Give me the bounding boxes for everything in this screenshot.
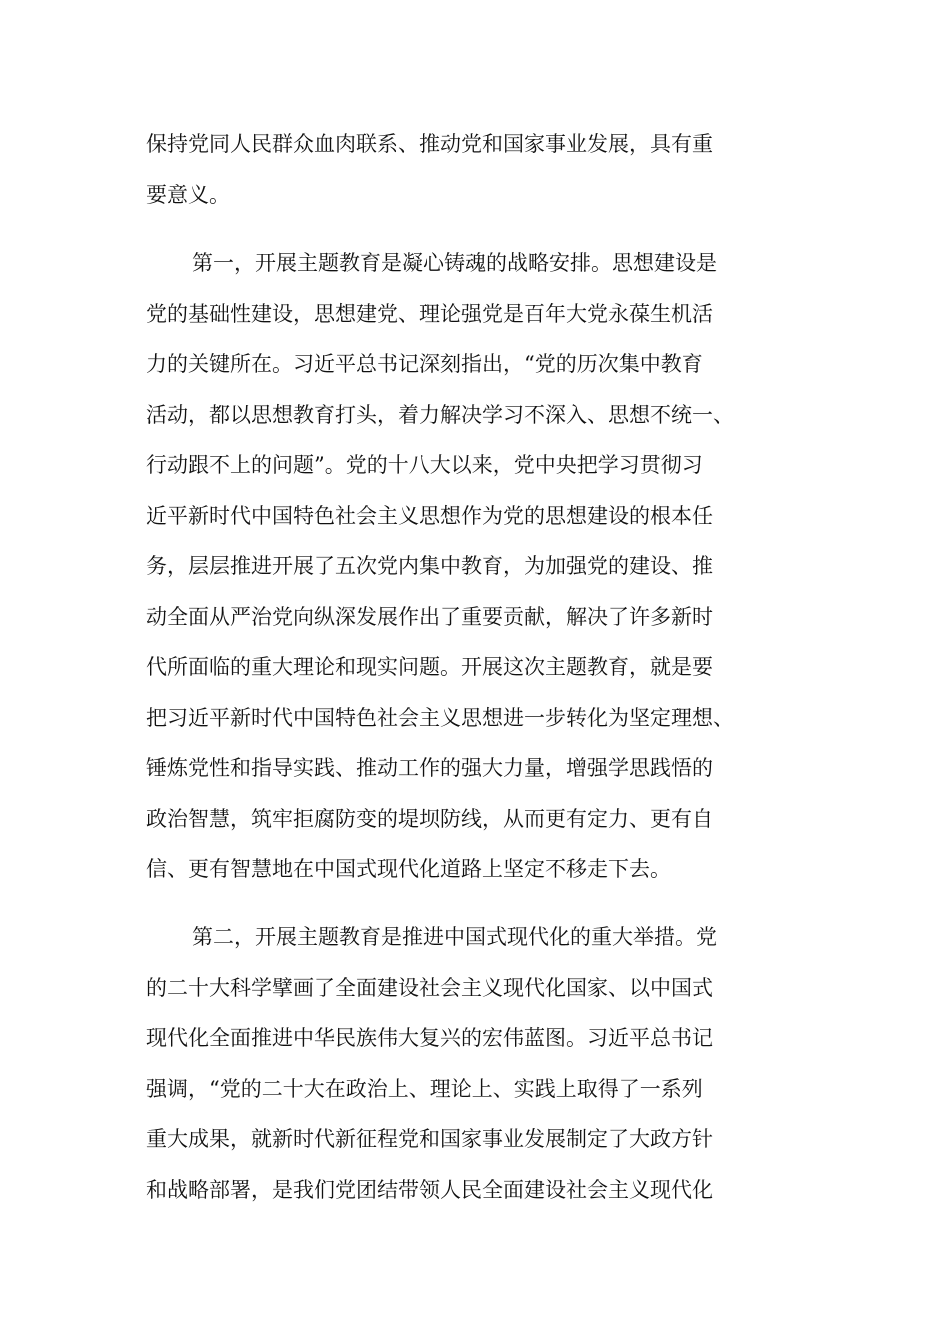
- text-line: 的二十大科学擘画了全面建设社会主义现代化国家、以中国式: [146, 976, 713, 1000]
- text-line: 党的基础性建设，思想建党、理论强党是百年大党永葆生机活: [146, 302, 713, 326]
- text-line: 现代化全面推进中华民族伟大复兴的宏伟蓝图。习近平总书记: [146, 1026, 713, 1050]
- text-line: 和战略部署，是我们党团结带领人民全面建设社会主义现代化: [146, 1178, 713, 1202]
- paragraph-first-line: 第二，开展主题教育是推进中国式现代化的重大举措。党: [192, 925, 717, 949]
- text-line: 把习近平新时代中国特色社会主义思想进一步转化为坚定理想、: [146, 706, 734, 730]
- text-line: 务，层层推进开展了五次党内集中教育，为加强党的建设、推: [146, 554, 713, 578]
- text-line: 强调，“党的二十大在政治上、理论上、实践上取得了一系列: [146, 1077, 703, 1101]
- text-line: 政治智慧，筑牢拒腐防变的堤坝防线，从而更有定力、更有自: [146, 807, 713, 831]
- text-line: 活动，都以思想教育打头，着力解决学习不深入、思想不统一、: [146, 403, 734, 427]
- text-line: 锤炼党性和指导实践、推动工作的强大力量，增强学思践悟的: [146, 756, 713, 780]
- text-line: 代所面临的重大理论和现实问题。开展这次主题教育，就是要: [146, 655, 713, 679]
- text-line: 力的关键所在。习近平总书记深刻指出，“党的历次集中教育: [146, 352, 703, 376]
- text-line: 要意义。: [146, 183, 230, 207]
- text-line: 近平新时代中国特色社会主义思想作为党的思想建设的根本任: [146, 504, 713, 528]
- text-line: 重大成果，就新时代新征程党和国家事业发展制定了大政方针: [146, 1127, 713, 1151]
- text-line: 信、更有智慧地在中国式现代化道路上坚定不移走下去。: [146, 857, 671, 881]
- text-line: 动全面从严治党向纵深发展作出了重要贡献，解决了许多新时: [146, 605, 713, 629]
- text-line: 行动跟不上的问题”。党的十八大以来，党中央把学习贯彻习: [146, 453, 703, 477]
- text-line: 保持党同人民群众血肉联系、推动党和国家事业发展，具有重: [146, 132, 713, 156]
- paragraph-first-line: 第一，开展主题教育是凝心铸魂的战略安排。思想建设是: [192, 251, 717, 275]
